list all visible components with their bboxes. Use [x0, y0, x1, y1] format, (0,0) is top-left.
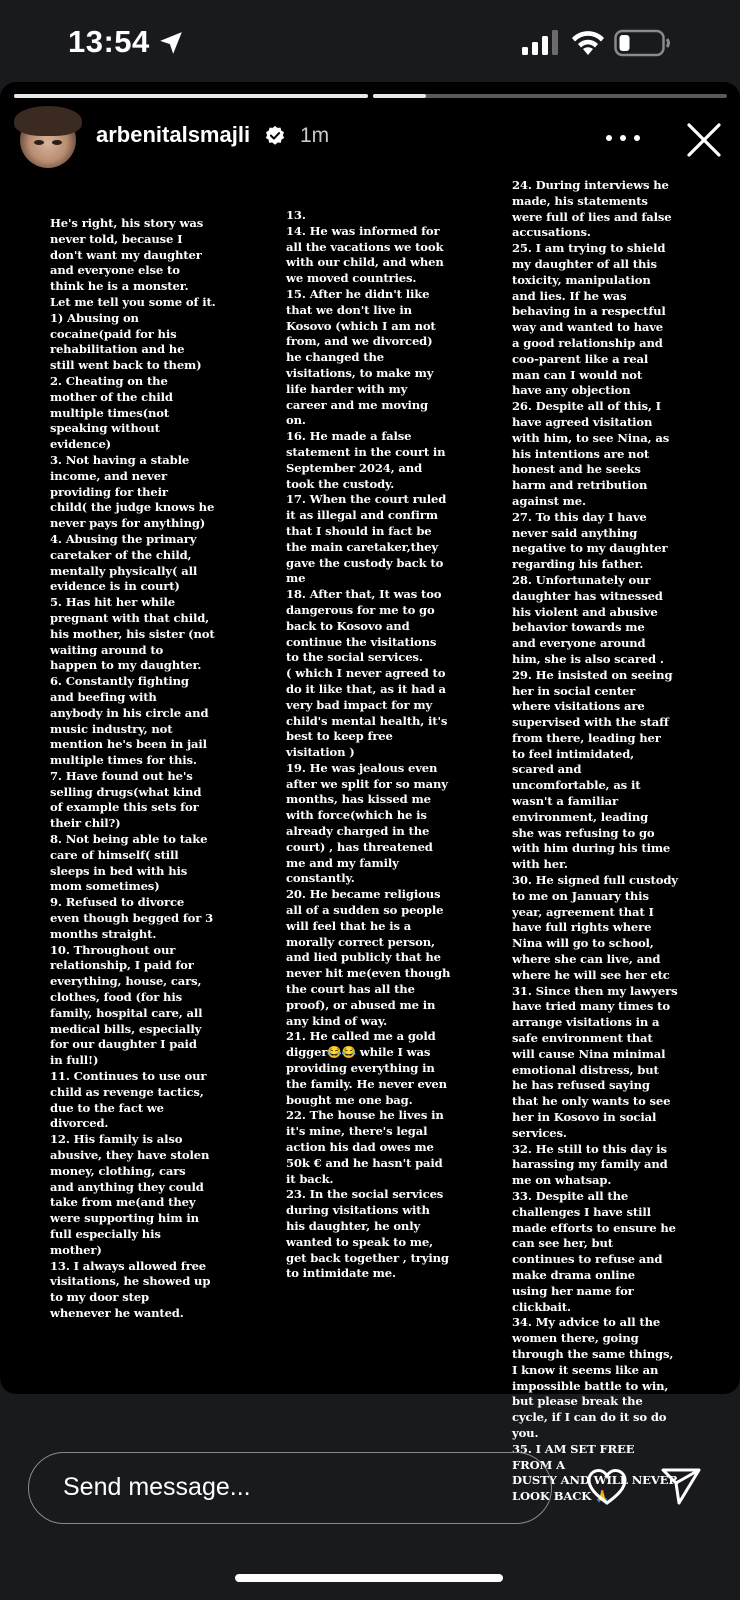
more-dot-icon [620, 135, 626, 141]
location-arrow-icon [158, 30, 184, 56]
avatar-eye [34, 140, 44, 145]
status-time: 13:54 [68, 24, 150, 59]
status-bar [0, 0, 740, 82]
wifi-icon [570, 28, 606, 56]
story-username[interactable]: arbenitalsmajli [96, 122, 251, 147]
story-text-column-3: 24. During interviews he made, his statements were full of lies and false accusations. 25. I am trying to shield my daughter of all this toxicity, manipulation and lies. If he was behaving in a respectful way and wanted to have a good relationship and coo-parent like a real man can I would not have any objection 26. Despite all of this, I have agreed visitation with him, to see Nina, as his intentions are not honest and he seeks harm and retribution against me. 27. To this day I have never said anything negative to my daughter regarding his father. 28. Unfortunately our daughter has witnessed his violent and abusive behavior towards me and everyone around him, she is also scared . 29. He insisted on seeing her in social center where visitations are supervised with the staff from there, leading her to feel intimidated, scared and uncomfortable, as it wasn't a familiar environment, leading she was refusing to go with him during his time with her. 30. He signed full custody to me on January this year, agreement that I have full rights where Nina will go to school, where she can live, and where he will see her etc 31. Since then my lawyers have tried many times to arrange visitations in a safe environment that will cause Nina minimal emotional distress, but he has refused saying that he only wants to see her in Kosovo in social services. 32. He still to this day is harassing my family and me on whatsap. 33. Despite all the challenges I have still made efforts to ensure he can see her, but continues to refuse and make drama online using her name for clickbait. 34. My advice to all the women there, going through the same things, I know it seems like an impossible battle to win, but please break the cycle, if I can do it so do you. 35. I AM SET FREE FROM A DUSTY AND WILL NEVER LOOK BACK 🙏 [512, 178, 678, 1504]
story-text-column-2: 13. 14. He was informed for all the vacations we took with our child, and when we moved countries. 15. After he didn't like that we don't live in Kosovo (which I am not from, and we divorced) he changed the visitations, to make my life harder with my career and me moving on. 16. He made a false statement in the court in September 2024, and took the custody. 17. When the court ruled it as illegal and confirm that I should in fact be the main caretaker,they gave the custody back to me 18. After that, It was too dangerous for me to go back to Kosovo and continue the visitations to the social services. ( which I never agreed to do it like that, as it had a very bad impact for my child's mental health, it's best to keep free visitation ) 19. He was jealous even after we split for so many months, has kissed me with force(which he is already charged in the court) , has threatened me and my family constantly. 20. He became religious all of a sudden so people will feel that he is a morally correct person, and lied publicly that he never hit me(even though the court has all the proof), or abused me in any kind of way. 21. He called me a gold digger😂😂 while I was providing everything in the family. He never even bought me one bag. 22. The house he lives in it's mine, there's legal action his dad owes me 50k € and he hasn't paid it back. 23. In the social services during visitations with his daughter, he only wanted to speak to me, get back together , trying to intimidate me. [286, 208, 451, 1281]
story-progress-fill-1 [14, 94, 368, 98]
more-dot-icon [606, 135, 612, 141]
avatar-hair [14, 106, 82, 136]
story-progress-bar-2 [373, 94, 727, 98]
send-message-input[interactable]: Send message... [28, 1452, 552, 1524]
cellular-signal-icon [521, 30, 561, 56]
story-text-column-1: He's right, his story was never told, because I don't want my daughter and everyone else to think he is a monster. Let me tell you some of it. 1) Abusing on cocaine(paid for his rehabilitation and he still went back to them) 2. Cheating on the mother of the child multiple times(not speaking without evidence) 3. Not having a stable income, and never providing for their child( the judge knows he never pays for anything) 4. Abusing the primary caretaker of the child, mentally physically( all evidence is in court) 5. Has hit her while pregnant with that child, his mother, his sister (not waiting around to happen to my daughter. 6. Constantly fighting and beefing with anybody in his circle and music industry, not mention he's been in jail multiple times for this. 7. Have found out he's selling drugs(what kind of example this sets for their chil?) 8. Not being able to take care of himself( still sleeps in bed with his mom sometimes) 9. Refused to divorce even though begged for 3 months straight. 10. Throughout our relationship, I paid for everything, house, cars, clothes, food (for his family, hospital care, all medical bills, especially for our daughter I paid in full!) 11. Continues to use our child as revenge tactics, due to the fact we divorced. 12. His family is also abusive, they have stolen money, clothing, cars and anything they could take from me(and they were supporting him in full especially his mother) 13. I always allowed free visitations, he showed up to my door step whenever he wanted. [50, 216, 216, 1320]
battery-icon [614, 29, 672, 57]
story-progress-bar-1 [14, 94, 368, 98]
story-timestamp: 1m [300, 124, 330, 147]
home-indicator[interactable] [235, 1574, 503, 1582]
more-dot-icon [634, 135, 640, 141]
like-heart-icon[interactable] [586, 1467, 628, 1507]
more-options-button[interactable] [606, 126, 640, 150]
send-icon[interactable] [660, 1466, 702, 1506]
close-icon[interactable] [686, 122, 722, 158]
story-progress-fill-2 [373, 94, 426, 98]
verified-badge-icon [264, 125, 286, 147]
avatar[interactable] [20, 112, 76, 168]
avatar-eye [52, 140, 62, 145]
